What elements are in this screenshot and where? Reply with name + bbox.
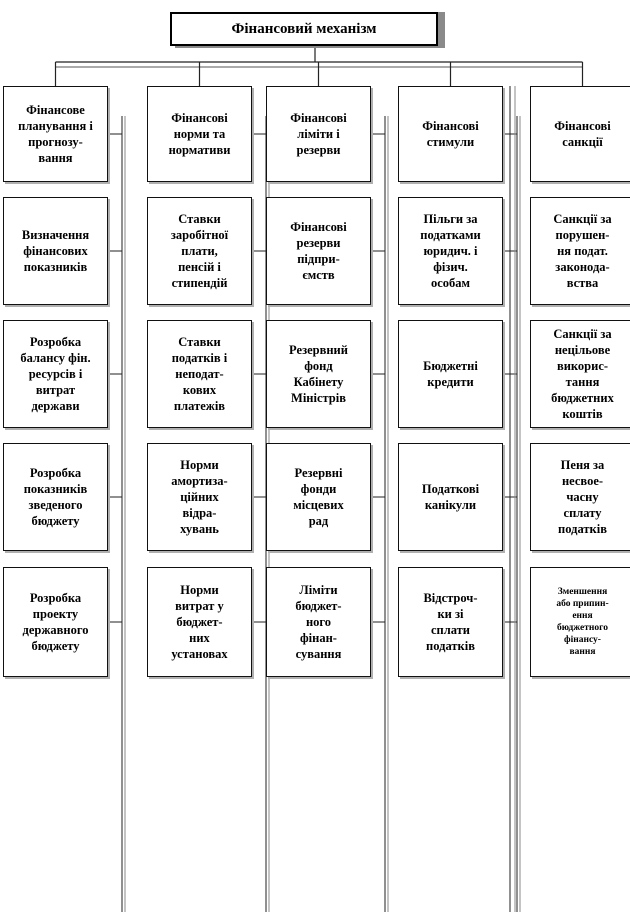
measure-box: Пеня за несвое- часну сплату податків — [530, 443, 630, 551]
column-header-box: Фінансові санкції — [530, 86, 630, 182]
measure-box: Ставки заробітної плати, пенсій і стипендій — [147, 197, 252, 305]
column-header-box: Фінансові норми та нормативи — [147, 86, 252, 182]
measure-box: Пільги за податками юридич. і фізич. особам — [398, 197, 503, 305]
diagram-title: Фінансовий механізм — [170, 12, 438, 46]
measure-box: Відстроч- ки зі сплати податків — [398, 567, 503, 677]
measure-box: Бюджетні кредити — [398, 320, 503, 428]
measure-box: Розробка показників зведеного бюджету — [3, 443, 108, 551]
measure-box: Ліміти бюджет- ного фінан- сування — [266, 567, 371, 677]
measure-box: Резервні фонди місцевих рад — [266, 443, 371, 551]
measure-box: Визначення фінансових показників — [3, 197, 108, 305]
measure-box: Зменшення або припин- ення бюджетного фінансу- вання — [530, 567, 630, 677]
measure-box: Розробка балансу фін. ресурсів і витрат держави — [3, 320, 108, 428]
measure-box: Норми амортиза- ційних відра- хувань — [147, 443, 252, 551]
measure-box: Санкції за нецільове викорис- тання бюджетних коштів — [530, 320, 630, 428]
column-header-box: Фінансове планування і прогнозу- вання — [3, 86, 108, 182]
measure-box: Ставки податків і неподат- кових платежів — [147, 320, 252, 428]
measure-box: Фінансові резерви підпри- ємств — [266, 197, 371, 305]
column-header-box: Фінансові стимули — [398, 86, 503, 182]
measure-box: Розробка проекту державного бюджету — [3, 567, 108, 677]
column-header-box: Фінансові ліміти і резерви — [266, 86, 371, 182]
measure-box: Резервний фонд Кабінету Міністрів — [266, 320, 371, 428]
measure-box: Санкції за порушен- ня подат. законода- вства — [530, 197, 630, 305]
measure-box: Податкові канікули — [398, 443, 503, 551]
measure-box: Норми витрат у бюджет- них установах — [147, 567, 252, 677]
